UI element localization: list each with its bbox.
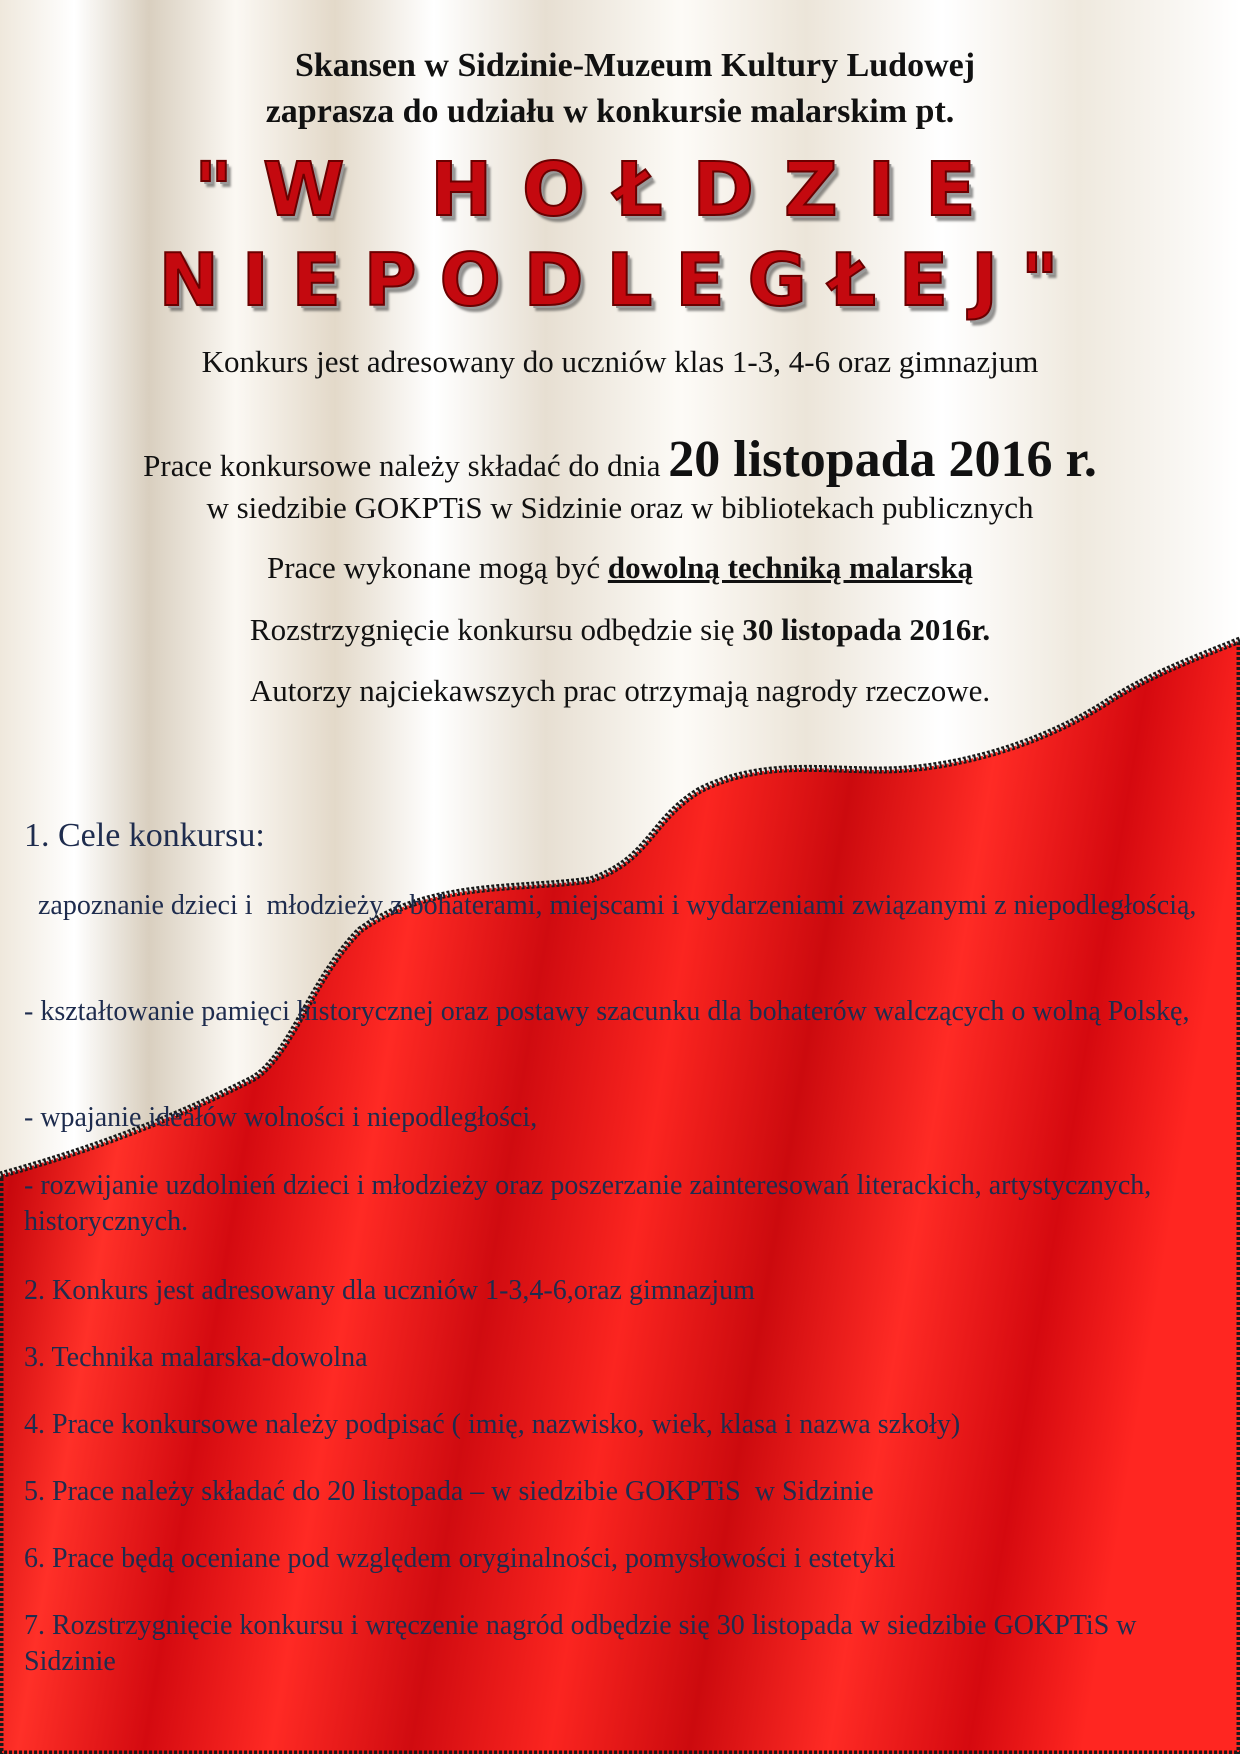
- prizes-info: Autorzy najciekawszych prac otrzymają nagrody rzeczowe.: [249, 673, 991, 708]
- rule-item: 2. Konkurs jest adresowany dla uczniów 1-3,4-6,oraz gimnazjum: [24, 1275, 755, 1306]
- goal-item: - kształtowanie pamięci historycznej oraz postawy szacunku dla bohaterów walczących o wolną Polskę,: [24, 996, 1190, 1027]
- deadline-info: [0, 430, 1240, 489]
- deadline-prefix: Prace konkursowe należy składać do dnia: [143, 448, 669, 483]
- deadline-date: 20 listopada 2016 r.: [668, 431, 1097, 488]
- result-prefix: Rozstrzygnięcie konkursu odbędzie się: [249, 612, 743, 647]
- goal-item: zapoznanie dzieci i młodzieży z bohaterami, miejscami i wydarzeniami związanymi z niepodległością,: [24, 890, 1197, 921]
- result-info: [0, 612, 1240, 648]
- rule-item: 7. Rozstrzygnięcie konkursu i wręczenie nagród odbędzie się 30 listopada w siedzibie GOKPTiS w Sidzinie: [24, 1610, 1137, 1677]
- audience-info: Konkurs jest adresowany do uczniów klas 1-3, 4-6 oraz gimnazjum: [201, 344, 1039, 379]
- technique-info: [0, 550, 1240, 586]
- organizer-line: Skansen w Sidzinie-Muzeum Kultury Ludowej: [294, 47, 976, 84]
- rule-item: 5. Prace należy składać do 20 listopada – w siedzibie GOKPTiS w Sidzinie: [24, 1476, 874, 1507]
- goals-heading: 1. Cele konkursu:: [24, 817, 265, 854]
- contest-title-line-1: "W HOŁDZIE: [194, 147, 1006, 233]
- result-date: 30 listopada 2016r.: [742, 612, 991, 647]
- invitation-line: zaprasza do udziału w konkursie malarskim pt.: [265, 93, 955, 130]
- technique-prefix: Prace wykonane mogą być: [266, 550, 608, 585]
- technique-value: dowolną techniką malarską: [607, 550, 974, 585]
- rule-item: 6. Prace będą oceniane pod względem oryginalności, pomysłowości i estetyki: [24, 1543, 896, 1574]
- contest-title-line-2: NIEPODLEGŁEJ": [158, 238, 1082, 322]
- goal-item: - rozwijanie uzdolnień dzieci i młodzieży oraz poszerzanie zainteresowań literackich, artystycznych, historycznych.: [24, 1170, 1152, 1237]
- rule-item: 4. Prace konkursowe należy podpisać ( imię, nazwisko, wiek, klasa i nazwa szkoły): [24, 1409, 961, 1440]
- goal-item: - wpajanie ideałów wolności i niepodległości,: [24, 1102, 538, 1133]
- location-info: w siedzibie GOKPTiS w Sidzinie oraz w bibliotekach publicznych: [206, 490, 1034, 525]
- rule-item: 3. Technika malarska-dowolna: [24, 1342, 368, 1373]
